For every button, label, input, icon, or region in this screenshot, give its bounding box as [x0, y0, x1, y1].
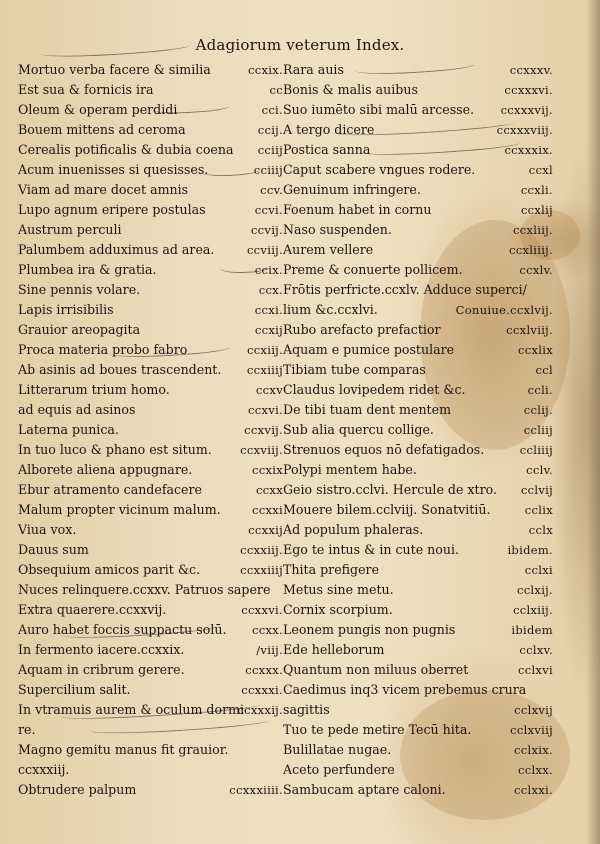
- entry-number: cclxxi.: [514, 783, 553, 797]
- entry-text: Bulillatae nugae.: [283, 742, 392, 757]
- entry-text: A tergo dicere: [283, 122, 375, 137]
- entry-number: cclxx.: [518, 763, 553, 777]
- index-entry: [18, 520, 283, 540]
- entry-number: ccxxx.: [245, 663, 283, 677]
- entry-number: ccxli.: [520, 183, 553, 197]
- entry-text: Quantum non miluus oberret: [283, 662, 469, 677]
- entry-text: Viam ad mare docet amnis: [18, 182, 189, 197]
- entry-number: cclvij: [520, 483, 553, 497]
- entry-number: ccvij.: [250, 223, 283, 237]
- index-entry: [18, 660, 283, 680]
- index-entry: [18, 60, 283, 80]
- entry-number: ibidem: [511, 623, 553, 637]
- index-entry: [18, 640, 283, 660]
- index-entry: [283, 80, 551, 100]
- index-entry: [283, 200, 551, 220]
- index-entry: [18, 360, 283, 380]
- index-entry: [283, 280, 551, 300]
- entry-text: Litterarum trium homo.: [18, 382, 170, 397]
- entry-number: ccxiiij: [246, 363, 283, 377]
- entry-text: Geio sistro.cclvi. Hercule de xtro.: [283, 482, 497, 497]
- entry-text: Genuinum infringere.: [283, 182, 421, 197]
- entry-text: ad equis ad asinos: [18, 402, 136, 417]
- entry-text: Oleum & operam perdidi: [18, 102, 178, 117]
- entry-number: cclxvij: [514, 703, 553, 717]
- index-entry: [283, 400, 551, 420]
- entry-text: In vtramuis aurem & oculum dormi: [18, 702, 245, 717]
- entry-number: ccv.: [260, 183, 283, 197]
- index-entry: [283, 600, 551, 620]
- index-entry: [18, 480, 283, 500]
- entry-number: ccvi.: [254, 203, 283, 217]
- index-entry: [18, 120, 283, 140]
- entry-text: lium &c.ccxlvi.: [283, 302, 378, 317]
- index-entry: [18, 420, 283, 440]
- entry-number: ccij.: [257, 123, 283, 137]
- entry-text: ccxxxiij.: [18, 762, 70, 777]
- entry-number: ccx.: [258, 283, 283, 297]
- index-entry: [18, 380, 283, 400]
- entry-number: ccxxiiij: [240, 563, 283, 577]
- entry-number: ccxliij.: [512, 223, 553, 237]
- entry-number: ccxl: [528, 163, 553, 177]
- index-entry: [18, 460, 283, 480]
- index-entry: [283, 640, 551, 660]
- entry-text: Proca materia probo fabro: [18, 342, 188, 357]
- entry-number: cclx: [528, 523, 553, 537]
- index-entry: [18, 600, 283, 620]
- index-entry: [283, 700, 551, 720]
- entry-number: ccxix.: [248, 63, 283, 77]
- index-entry: [18, 200, 283, 220]
- index-entry: [18, 80, 283, 100]
- index-entry: [283, 460, 551, 480]
- index-entry: [283, 340, 551, 360]
- entry-text: De tibi tuam dent mentem: [283, 402, 452, 417]
- index-entry: [283, 360, 551, 380]
- index-entry: [18, 580, 283, 600]
- index-entry: [283, 520, 551, 540]
- index-entry: [18, 140, 283, 160]
- entry-number: ccix.: [254, 263, 283, 277]
- entry-text: Cerealis potificalis & dubia coena: [18, 142, 234, 157]
- entry-number: cclxvi: [517, 663, 553, 677]
- entry-number: /viij.: [256, 643, 283, 657]
- entry-number: cclxix.: [514, 743, 553, 757]
- entry-text: Obsequium amicos parit &c.: [18, 562, 201, 577]
- entry-number: ccxlix: [517, 343, 553, 357]
- index-entry: [18, 180, 283, 200]
- index-entry: [18, 400, 283, 420]
- entry-text: Preme & conuerte pollicem.: [283, 262, 463, 277]
- index-entry: [18, 560, 283, 580]
- entry-number: ccxvi.: [248, 403, 283, 417]
- entry-number: ccxliiij.: [509, 243, 553, 257]
- entry-text: Alborete aliena appugnare.: [18, 462, 193, 477]
- entry-number: ccxix: [251, 463, 283, 477]
- entry-number: ccxi.: [254, 303, 283, 317]
- index-entry: [18, 440, 283, 460]
- index-entry: [283, 240, 551, 260]
- entry-text: Rara auis: [283, 62, 344, 77]
- index-entry: [18, 300, 283, 320]
- entry-text: Sine pennis volare.: [18, 282, 141, 297]
- entry-number: ccxvij.: [244, 423, 283, 437]
- entry-text: Rubo arefacto prefactior: [283, 322, 441, 337]
- entry-number: ccxv: [255, 383, 283, 397]
- entry-number: ccxxi: [251, 503, 283, 517]
- entry-number: cclxviij: [510, 723, 553, 737]
- entry-text: Polypi mentem habe.: [283, 462, 417, 477]
- entry-number: ccxxvi.: [241, 603, 283, 617]
- entry-text: Est sua & fornicis ira: [18, 82, 154, 97]
- entry-number: ccxxxix.: [504, 143, 553, 157]
- index-entry: [283, 660, 551, 680]
- entry-text: Aquam in cribrum gerere.: [18, 662, 185, 677]
- entry-number: cclxiij.: [512, 603, 553, 617]
- entry-text: Sambucam aptare caloni.: [283, 782, 446, 797]
- entry-text: Malum propter vicinum malum.: [18, 502, 221, 517]
- entry-text: Cornix scorpium.: [283, 602, 393, 617]
- entry-text: Tuo te pede metire Tecū hita.: [283, 722, 472, 737]
- entry-number: ccxx.: [251, 623, 283, 637]
- index-entry: [18, 240, 283, 260]
- index-entry: [283, 500, 551, 520]
- entry-text: Ede helleborum: [283, 642, 385, 657]
- entry-text: In fermento iacere.ccxxix.: [18, 642, 185, 657]
- index-entry: [18, 320, 283, 340]
- entry-number: cciiij: [253, 163, 283, 177]
- entry-number: cclv.: [526, 463, 553, 477]
- entry-text: Grauior areopagita: [18, 322, 141, 337]
- index-entry: [18, 500, 283, 520]
- index-entry: [18, 760, 283, 780]
- entry-number: ccliiij: [519, 443, 553, 457]
- entry-number: cclix: [524, 503, 553, 517]
- entry-number: ccxx: [255, 483, 283, 497]
- entry-text: Extra quaerere.ccxxvij.: [18, 602, 167, 617]
- entry-number: ccli.: [527, 383, 553, 397]
- index-entry: [283, 760, 551, 780]
- page-title: Adagiorum veterum Index.: [195, 36, 405, 54]
- entry-number: ccliij: [523, 423, 553, 437]
- entry-number: cclxij.: [516, 583, 553, 597]
- entry-number: cciij: [257, 143, 283, 157]
- entry-text: Aceto perfundere: [283, 762, 395, 777]
- index-entry: [283, 680, 551, 700]
- entry-text: Lapis irrisibilis: [18, 302, 114, 317]
- entry-number: ccxlviij.: [506, 323, 553, 337]
- entry-number: ccxxxvi.: [504, 83, 553, 97]
- entry-text: Suo iumēto sibi malū arcesse.: [283, 102, 475, 117]
- entry-text: In tuo luco & phano est situm.: [18, 442, 212, 457]
- entry-text: Magno gemitu manus fit grauior.: [18, 742, 229, 757]
- entry-number: ccxxxi.: [241, 683, 283, 697]
- entry-text: Metus sine metu.: [283, 582, 394, 597]
- index-entry: [283, 580, 551, 600]
- entry-text: Auro habet foccis suppactu solū.: [18, 622, 227, 637]
- entry-text: Palumbem adduximus ad area.: [18, 242, 215, 257]
- entry-text: Bouem mittens ad ceroma: [18, 122, 186, 137]
- index-entry: [283, 180, 551, 200]
- index-entry: [283, 380, 551, 400]
- entry-number: ccxiij.: [246, 343, 283, 357]
- entry-number: cclxv.: [519, 643, 553, 657]
- entry-number: Conuiue.ccxlvij.: [455, 303, 553, 317]
- index-entry: [283, 560, 551, 580]
- entry-text: Mouere bilem.cclviij. Sonatvitiū.: [283, 502, 491, 517]
- entry-text: Mortuo verba facere & similia: [18, 62, 211, 77]
- entry-number: ccxviij.: [240, 443, 283, 457]
- entry-number: ccxij: [254, 323, 283, 337]
- entry-text: Aurem vellere: [283, 242, 374, 257]
- entry-number: ccl: [535, 363, 553, 377]
- entry-number: cclij.: [523, 403, 553, 417]
- entry-text: Acum inuenisses si quesisses.: [18, 162, 209, 177]
- entry-text: Nuces relinquere.ccxxv. Patruos sapere: [18, 582, 271, 597]
- index-entry: [18, 220, 283, 240]
- index-entry: [18, 740, 283, 760]
- index-entry: [283, 740, 551, 760]
- entry-text: Austrum perculi: [18, 222, 122, 237]
- entry-text: Caedimus inq3 vicem prebemus crura: [283, 682, 527, 697]
- entry-text: Frōtis perfricte.ccxlv. Adduce superci/: [283, 282, 527, 297]
- entry-number: cc: [269, 83, 283, 97]
- index-entry: [283, 260, 551, 280]
- entry-text: Thita prefigere: [283, 562, 380, 577]
- index-entry: [283, 540, 551, 560]
- entry-number: cclxi: [524, 563, 553, 577]
- index-entry: [283, 440, 551, 460]
- entry-text: Caput scabere vngues rodere.: [283, 162, 476, 177]
- entry-text: Foenum habet in cornu: [283, 202, 432, 217]
- entry-number: ccxxxv.: [509, 63, 553, 77]
- index-entry: [283, 300, 551, 320]
- entry-text: Laterna punica.: [18, 422, 119, 437]
- entry-text: Postica sanna: [283, 142, 371, 157]
- entry-text: Claudus lovipedem ridet &c.: [283, 382, 466, 397]
- index-entry: [18, 280, 283, 300]
- entry-text: sagittis: [283, 702, 330, 717]
- entry-number: ibidem.: [507, 543, 553, 557]
- entry-text: Ego te intus & in cute noui.: [283, 542, 460, 557]
- entry-text: Lupo agnum eripere postulas: [18, 202, 206, 217]
- index-entry: [18, 680, 283, 700]
- entry-number: cci.: [261, 103, 283, 117]
- entry-text: Dauus sum: [18, 542, 89, 557]
- entry-text: re.: [18, 722, 36, 737]
- index-entry: [283, 420, 551, 440]
- entry-text: Ebur atramento candefacere: [18, 482, 202, 497]
- entry-text: Viua vox.: [18, 522, 77, 537]
- entry-text: Naso suspenden.: [283, 222, 392, 237]
- index-entry: [283, 620, 551, 640]
- page-edge-shadow: [586, 0, 600, 844]
- index-entry: [283, 480, 551, 500]
- entry-number: ccviij.: [246, 243, 283, 257]
- entry-number: ccxxxviij.: [496, 123, 553, 137]
- index-entry: [18, 780, 283, 800]
- index-entry: [283, 160, 551, 180]
- right-index-column: [283, 60, 551, 800]
- entry-text: Strenuos equos nō defatigados.: [283, 442, 485, 457]
- entry-text: Ad populum phaleras.: [283, 522, 424, 537]
- entry-number: ccxxiij.: [240, 543, 283, 557]
- index-entry: [283, 220, 551, 240]
- index-entry: [18, 540, 283, 560]
- entry-text: Aquam e pumice postulare: [283, 342, 455, 357]
- index-entry: [283, 720, 551, 740]
- entry-text: Obtrudere palpum: [18, 782, 137, 797]
- index-entry: [283, 780, 551, 800]
- entry-number: ccxxxij.: [237, 703, 283, 717]
- entry-number: ccxlij: [520, 203, 553, 217]
- entry-number: ccxxij: [248, 523, 283, 537]
- entry-text: Supercilium salit.: [18, 682, 131, 697]
- entry-number: ccxxxiiii.: [229, 783, 283, 797]
- entry-text: Plumbea ira & gratia.: [18, 262, 157, 277]
- entry-text: Bonis & malis auibus: [283, 82, 418, 97]
- entry-text: Leonem pungis non pugnis: [283, 622, 456, 637]
- entry-text: Sub alia quercu collige.: [283, 422, 434, 437]
- entry-number: ccxxxvij.: [500, 103, 553, 117]
- entry-number: ccxlv.: [519, 263, 553, 277]
- entry-text: Ab asinis ad boues trascendent.: [18, 362, 222, 377]
- index-entry: [283, 320, 551, 340]
- entry-text: Tibiam tube comparas: [283, 362, 426, 377]
